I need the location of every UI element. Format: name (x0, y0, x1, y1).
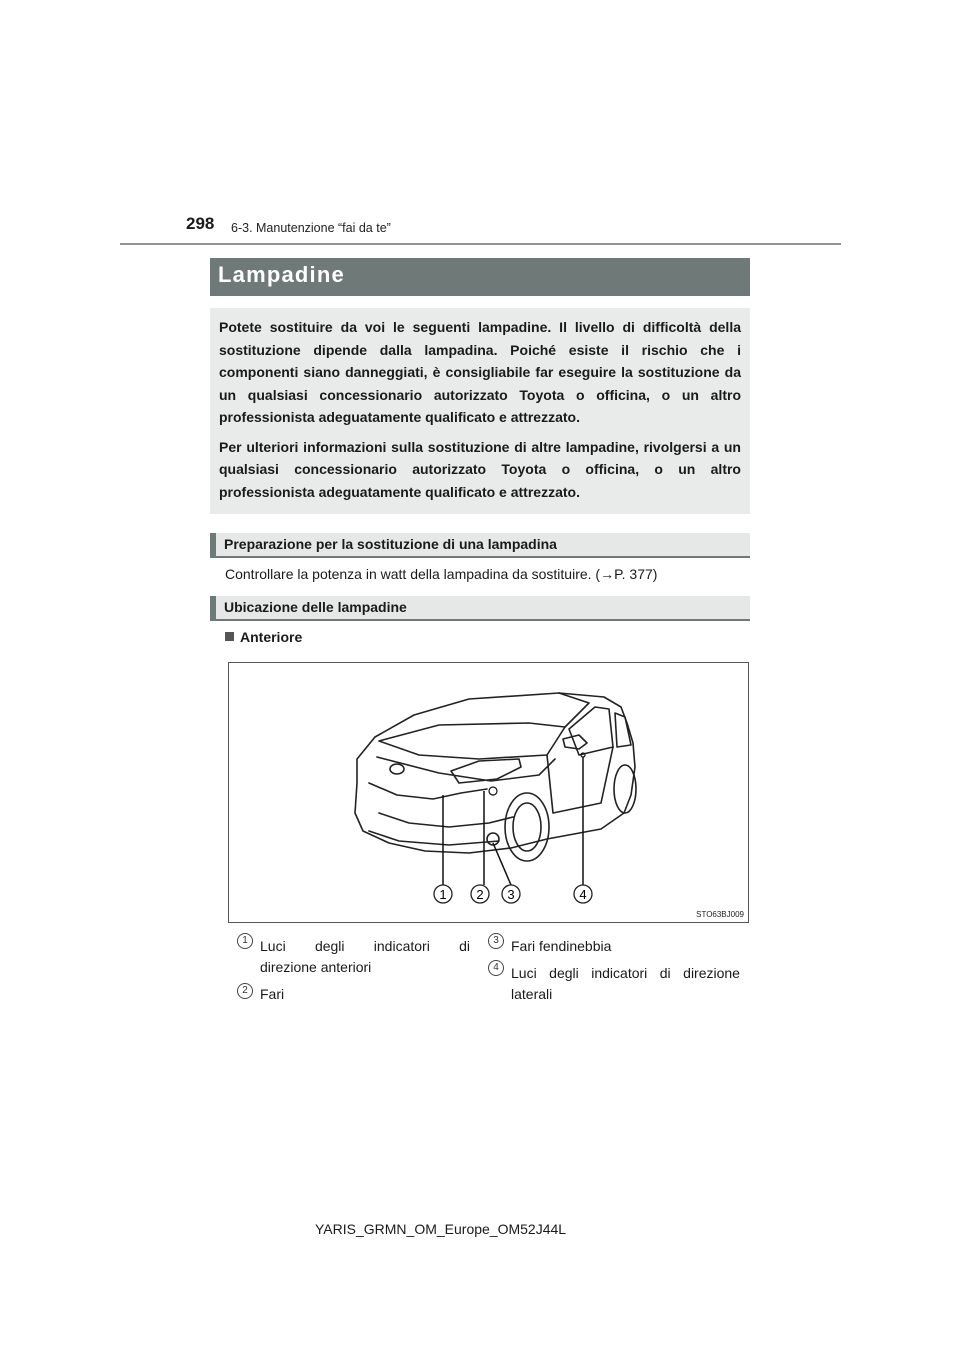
location-heading: Ubicazione delle lampadine (210, 596, 750, 621)
callout-4 (574, 885, 592, 903)
footer-doc-id: YARIS_GRMN_OM_Europe_OM52J44L (315, 1221, 567, 1237)
header-divider (120, 243, 841, 245)
legend-text-1-line1: Luci degli indicatori di (260, 938, 470, 954)
preparation-heading: Preparazione per la sostituzione di una lampadina (210, 533, 750, 558)
svg-text:1: 1 (439, 887, 447, 902)
callout-1 (434, 885, 452, 903)
legend-number-3: 3 (488, 933, 504, 949)
callout-3 (502, 885, 520, 903)
side-indicator (581, 753, 585, 757)
page-title: Lampadine (210, 258, 750, 296)
svg-text:3: 3 (507, 887, 515, 902)
legend-text-4-line2: laterali (511, 986, 553, 1002)
intro-paragraph-2: Per ulteriori informazioni sulla sostituzione di altre lampadine, rivolgersi a un qualsiasi concessionario autorizzato Toyota o officina, o un altro professionista adeguatamente qualificato e attrezzato. (219, 438, 741, 500)
front-subheading (225, 629, 302, 645)
square-bullet-icon (225, 632, 234, 641)
intro-paragraph-1: Potete sostituire da voi le seguenti lampadine. Il livello di difficoltà della sostituzione dipende dalla lampadina. Poiché esiste il rischio che i componenti siano danneggiati, è consigliabile far eseguire la sostituzione da un qualsiasi concessionario autorizzato Toyota o officina, o un altro professionista adeguatamente qualificato e attrezzato. (219, 319, 741, 425)
headlamp-bulb (489, 787, 497, 795)
section-reference: 6-3. Manutenzione “fai da te” (231, 221, 391, 235)
legend-text-4-line1: Luci degli indicatori di direzione (511, 965, 740, 981)
front-subheading-label: Anteriore (240, 629, 303, 645)
legend-text-2: Fari (260, 986, 285, 1002)
svg-text:2: 2 (476, 887, 484, 902)
legend-number-2: 2 (237, 983, 253, 999)
callout-2 (471, 885, 489, 903)
legend-text-3: Fari fendinebbia (511, 938, 612, 954)
page-number: 298 (186, 214, 215, 233)
legend-text-1-line2: direzione anteriori (260, 959, 372, 975)
svg-text:4: 4 (579, 887, 587, 902)
legend-number-1: 1 (237, 933, 253, 949)
legend-number-4: 4 (488, 960, 504, 976)
car-drawing (229, 663, 750, 924)
preparation-text: Controllare la potenza in watt della lampadina da sostituire. (→P. 377) (225, 566, 658, 582)
figure-code: STO63BJ009 (696, 910, 744, 919)
intro-box (210, 308, 750, 514)
car-front-illustration (228, 662, 749, 923)
